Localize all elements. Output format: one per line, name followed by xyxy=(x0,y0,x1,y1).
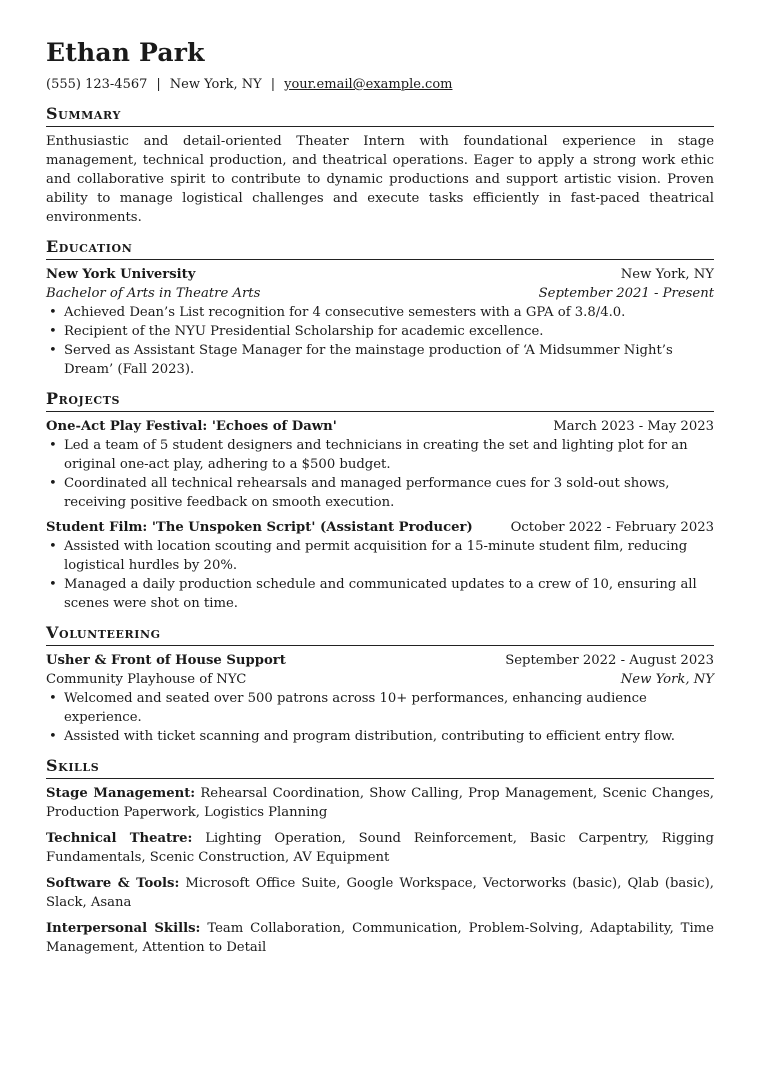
skills-section xyxy=(46,756,714,957)
project-bullets xyxy=(46,436,714,512)
phone-number: (555) 123-4567 xyxy=(46,77,148,92)
project-bullets xyxy=(46,537,714,613)
list-item: • Assisted with ticket scanning and program distribution, contributing to efficient entry flow. xyxy=(46,727,714,746)
list-item: • Coordinated all technical rehearsals and managed performance cues for 3 sold-out shows, receiving positive feedback on smooth execution. xyxy=(46,474,714,512)
list-item: • Assisted with location scouting and permit acquisition for a 15-minute student film, reducing logistical hurdles by 20%. xyxy=(46,537,714,575)
list-item: • Served as Assistant Stage Manager for the mainstage production of ‘A Midsummer Night’s Dream’ (Fall 2023). xyxy=(46,341,714,379)
volunteer-role: Usher & Front of House Support xyxy=(46,653,286,668)
summary-text: Enthusiastic and detail-oriented Theater Intern with foundational experience in stage management, technical production, and theatrical operations. Eager to apply a strong work ethic and collaborative spirit to contribute to dynamic productions and support artistic vision. Proven ability to manage logistical challenges and execute tasks efficiently in fast-paced theatrical environments. xyxy=(46,134,714,225)
list-item: • Recipient of the NYU Presidential Scholarship for academic excellence. xyxy=(46,322,714,341)
education-bullets xyxy=(46,303,714,379)
school-name: New York University xyxy=(46,267,196,282)
skill-value: Microsoft Office Suite, Google Workspace, Vectorworks (basic), Qlab (basic), Slack, Asana xyxy=(46,876,714,910)
skill-line xyxy=(46,874,714,912)
section-title-volunteering: Volunteering xyxy=(46,623,714,646)
volunteer-org-row xyxy=(46,670,714,689)
list-item: • Achieved Dean’s List recognition for 4 consecutive semesters with a GPA of 3.8/4.0. xyxy=(46,303,714,322)
volunteer-bullets xyxy=(46,689,714,746)
skill-value: Lighting Operation, Sound Reinforcement, Basic Carpentry, Rigging Fundamentals, Scenic Construction, AV Equipment xyxy=(46,831,714,865)
contact-separator: | xyxy=(270,77,276,92)
project-header-row xyxy=(46,518,714,537)
project-dates: March 2023 - May 2023 xyxy=(553,419,714,434)
skill-line xyxy=(46,919,714,957)
volunteering-section xyxy=(46,623,714,746)
project-name: One-Act Play Festival: 'Echoes of Dawn' xyxy=(46,419,337,434)
skill-label: Technical Theatre: xyxy=(46,831,193,846)
contact-line xyxy=(46,76,714,94)
candidate-name: Ethan Park xyxy=(46,38,205,67)
list-item: • Managed a daily production schedule and communicated updates to a crew of 10, ensuring all scenes were shot on time. xyxy=(46,575,714,613)
education-dates: September 2021 - Present xyxy=(538,286,714,301)
project-entry xyxy=(46,518,714,613)
volunteer-location: New York, NY xyxy=(620,672,714,687)
list-item: • Welcomed and seated over 500 patrons across 10+ performances, enhancing audience experience. xyxy=(46,689,714,727)
skill-value: Team Collaboration, Communication, Problem-Solving, Adaptability, Time Management, Attention to Detail xyxy=(46,921,714,955)
skill-label: Interpersonal Skills: xyxy=(46,921,201,936)
volunteer-dates: September 2022 - August 2023 xyxy=(505,653,714,668)
section-title-education: Education xyxy=(46,237,714,260)
email-link[interactable]: your.email@example.com xyxy=(284,77,453,92)
skill-line xyxy=(46,829,714,867)
list-item: • Led a team of 5 student designers and technicians in creating the set and lighting plot for an original one-act play, adhering to a $500 budget. xyxy=(46,436,714,474)
section-title-skills: Skills xyxy=(46,756,714,779)
skill-label: Software & Tools: xyxy=(46,876,180,891)
education-section xyxy=(46,237,714,379)
project-entry xyxy=(46,417,714,512)
summary-section xyxy=(46,104,714,227)
volunteer-header-row xyxy=(46,651,714,670)
volunteer-org: Community Playhouse of NYC xyxy=(46,672,247,687)
education-header-row xyxy=(46,265,714,284)
project-dates: October 2022 - February 2023 xyxy=(510,520,714,535)
project-name: Student Film: 'The Unspoken Script' (Assistant Producer) xyxy=(46,520,473,535)
school-location: New York, NY xyxy=(620,267,714,282)
section-title-projects: Projects xyxy=(46,389,714,412)
skill-value: Rehearsal Coordination, Show Calling, Prop Management, Scenic Changes, Production Paperwork, Logistics Planning xyxy=(46,786,714,820)
location: New York, NY xyxy=(169,77,262,92)
degree: Bachelor of Arts in Theatre Arts xyxy=(46,286,261,301)
section-title-summary: Summary xyxy=(46,104,714,127)
contact-separator: | xyxy=(156,77,161,92)
education-degree-row xyxy=(46,284,714,303)
skill-label: Stage Management: xyxy=(46,786,196,801)
projects-section xyxy=(46,389,714,613)
skill-line xyxy=(46,784,714,822)
project-header-row xyxy=(46,417,714,436)
